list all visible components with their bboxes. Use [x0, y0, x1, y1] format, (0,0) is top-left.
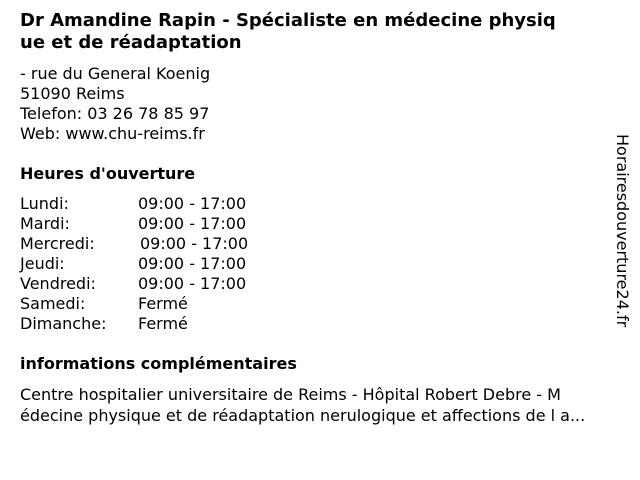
- additional-info-heading: informations complémentaires: [20, 354, 297, 373]
- website-link: Web: www.chu-reims.fr: [20, 124, 205, 143]
- additional-info-line-1: Centre hospitalier universitaire de Reims - Hôpital Robert Debre - M: [20, 385, 561, 404]
- page-title: [20, 10, 620, 54]
- opening-hours-heading: Heures d'ouverture: [20, 164, 196, 183]
- additional-info-line-2: édecine physique et de réadaptation nerulogique et affections de l a...: [20, 406, 586, 425]
- hours-day: Jeudi:: [20, 254, 65, 273]
- hours-day: Mercredi:: [20, 234, 95, 253]
- hours-day: Vendredi:: [20, 274, 96, 293]
- phone-number: Telefon: 03 26 78 85 97: [20, 104, 210, 123]
- hours-time: 09:00 - 17:00: [138, 274, 247, 293]
- hours-time: 09:00 - 17:00: [140, 234, 249, 253]
- address-block: [20, 64, 210, 144]
- hours-day: Samedi:: [20, 294, 86, 313]
- hours-day: Dimanche:: [20, 314, 107, 333]
- hours-time: Fermé: [138, 294, 188, 313]
- site-watermark: Horairesdouverture24.fr: [613, 134, 632, 328]
- page-title-line-1: Dr Amandine Rapin - Spécialiste en médecine physiq: [20, 10, 556, 31]
- address-street: - rue du General Koenig: [20, 64, 211, 83]
- additional-info-text: [20, 384, 632, 426]
- page-title-line-2: ue et de réadaptation: [20, 32, 242, 53]
- hours-day: Mardi:: [20, 214, 70, 233]
- hours-time: 09:00 - 17:00: [138, 194, 247, 213]
- hours-time: Fermé: [138, 314, 188, 333]
- hours-time: 09:00 - 17:00: [138, 214, 247, 233]
- hours-day: Lundi:: [20, 194, 69, 213]
- hours-time: 09:00 - 17:00: [138, 254, 247, 273]
- address-city: 51090 Reims: [20, 84, 125, 103]
